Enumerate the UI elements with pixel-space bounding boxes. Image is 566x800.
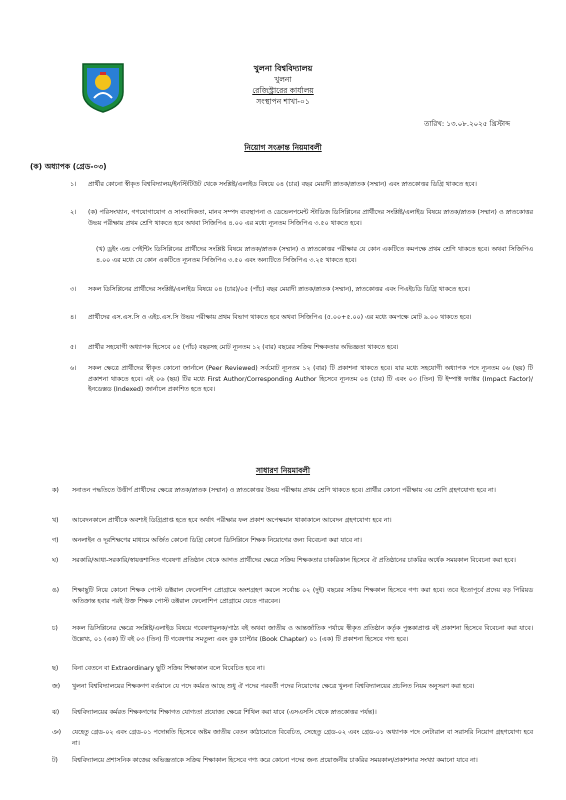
rule-number: ৫। — [70, 344, 77, 351]
rule-number: ৩। — [70, 286, 77, 293]
general-text: সনাতন পদ্ধতিতে উত্তীর্ণ প্রার্থীদের ক্ষেত্রে স্নাতক/স্নাতক (সম্মান) ও স্নাতকোত্তর উভয় পরীক্ষায় প্রথম শ্রেণি থাকতে হবে। প্রার্থীর কোনো পরীক্ষায় ৩য় শ্রেণি গ্রহণযোগ্য হবে না। — [72, 487, 496, 494]
rule-number: ৪। — [70, 314, 77, 321]
general-number: ছ) — [52, 665, 59, 672]
general-text: অনলাইন ও দূরশিক্ষণের মাধ্যমে অর্জিত কোনো ডিগ্রি কোনো ডিসিপ্লিনে শিক্ষক নিয়োগের জন্য বিবেচনা করা যাবে না। — [72, 537, 362, 544]
university-name: খুলনা বিশ্ববিদ্যালয় — [253, 64, 313, 73]
general-number: ঘ) — [52, 557, 59, 564]
general-number: ঞ) — [52, 729, 62, 736]
general-text: সরকারি/আধা-সরকারি/স্বায়ত্তশাসিত গবেষণা প্রতিষ্ঠান থেকে আগত প্রার্থীদের ক্ষেত্রে সক্রিয় শিক্ষকতার চাকরিকাল হিসেবে ঐ প্রতিষ্ঠানের চাকরির অর্ধেক সময়কাল বিবেচনা করা হবে। — [72, 557, 516, 564]
general-number: খ) — [52, 517, 59, 524]
general-text: যেহেতু গ্রেড-০২ এবং গ্রেড-০১ পদোন্নতি হিসেবে অষ্টম জাতীয় বেতন কাঠামোতে বিবেচিত, সেহেতু গ্রেড-০২ এবং গ্রেড-০১ অধ্যাপক পদে লেটারাল বা সরাসরি নিয়োগ গ্রহণযোগ্য হবে না। — [72, 729, 533, 747]
general-title-text: সাধারণ নিয়মাবলী — [255, 466, 311, 475]
general-text: বিনা বেতনে বা Extraordinary ছুটি সক্রিয় শিক্ষাকাল বলে বিবেচিত হবে না। — [72, 665, 265, 672]
general-number: জ) — [52, 683, 61, 690]
rule-text: প্রার্থীদের এস.এস.সি ও এইচ.এস.সি উভয় পরীক্ষায় প্রথম বিভাগ থাকতে হবে অথবা সিজিপিএ (৫.০০+৫.০০) এর মধ্যে কমপক্ষে মোট ৯.০০ থাকতে হবে। — [88, 314, 472, 321]
general-number: ঙ) — [52, 587, 60, 594]
rule-number: ২। — [70, 209, 77, 216]
general-text: আবেদনকালে প্রার্থীকে অবশ্যই ডিগ্রিপ্রাপ্ত হতে হবে অর্থাৎ পরীক্ষার ফল প্রকাশ অপেক্ষমান থাকাকালে আবেদন গ্রহণযোগ্য হবে না। — [72, 517, 392, 524]
rule-number: ১। — [70, 181, 77, 188]
rule-number: ৬। — [70, 365, 77, 372]
general-number: ঝ) — [52, 709, 60, 716]
rule-text: সকল ডিসিপ্লিনের প্রার্থীদের সংশ্লিষ্ট/এলাইড বিষয়ে ০৪ (চার)/০৫ (পাঁচ) বছর মেয়াদী স্নাতক/স্নাতক (সম্মান), স্নাতকোত্তর এবং পিএইচডি ডিগ্রি থাকতে হবে। — [88, 286, 470, 293]
document-title-text: নিয়োগ সংক্রান্ত নিয়মাবলী — [244, 143, 322, 152]
general-text: বিশ্ববিদ্যালয়ের কর্মরত শিক্ষকগণের শিক্ষাগত যোগ্যতা প্রযোজ্য ক্ষেত্রে শিথিল করা যাবে (এসএসসি থেকে স্নাতকোত্তর পর্যন্ত)। — [72, 709, 377, 716]
section-heading: (ক) অধ্যাপক (গ্রেড-০৩) — [30, 162, 107, 171]
general-text: সকল ডিসিপ্লিনের ক্ষেত্রে সংশ্লিষ্ট/এলাইড বিষয়ে গবেষণামূলক/পাঠ্য বই অথবা জাতীয় ও আন্তর্জাতিক পর্যায়ে স্বীকৃত প্রতিষ্ঠান কর্তৃক পুস্তকাপ্রাপ্ত বই প্রকাশনা হিসেবে বিবেচনা করা যাবে। উল্লেখ্য, ০১ (এক) টি বই ০৩ (তিন) টি গবেষণার সমতুল্য এবং বুক চ্যাপ্টার (Book Chapter) ০১ (এক) টি প্রকাশনা হিসেবে গণ্য হবে। — [72, 625, 533, 643]
general-text: খুলনা বিশ্ববিদ্যালয়ের শিক্ষকগণ বর্তমানে যে পদে কর্মরত আছে শুধু ঐ পদের পরবর্তী পদের নিয়োগের ক্ষেত্রে খুলনা বিশ্ববিদ্যালয়ের প্রচলিত নিয়ম অনুসরণ করা হবে। — [72, 683, 475, 690]
office-name: রেজিস্ট্রারের কার্যালয় — [252, 86, 314, 95]
city-name: খুলনা — [274, 75, 292, 84]
general-number: চ) — [52, 625, 58, 632]
document-title — [0, 143, 566, 155]
general-text: বিশ্ববিদ্যালয়ে প্রশাসনিক কাজের অভিজ্ঞতাকে সক্রিয় শিক্ষাকাল হিসেবে গণ্য করে কোনো পদের জন্য প্রয়োজনীয় চাকরির সময়কাল/প্রকাশনার সংখ্যা কমানো যাবে না। — [72, 757, 478, 764]
general-number: ট) — [52, 757, 58, 764]
general-number: গ) — [52, 537, 59, 544]
general-title — [0, 466, 566, 478]
document-date: তারিখ: ১৩.০৮.২০২৫ খ্রিস্টাব্দ — [424, 120, 510, 128]
rule-text: প্রার্থীর কোনো স্বীকৃত বিশ্ববিদ্যালয়/ইনস্টিটিউট থেকে সংশ্লিষ্ট/এলাইড বিষয়ে ০৪ (চার) বছর মেয়াদী স্নাতক/স্নাতক (সম্মান) এবং স্নাতকোত্তর ডিগ্রি থাকতে হবে। — [88, 181, 477, 188]
branch-name: সংস্থাপন শাখা-০১ — [256, 97, 310, 106]
rule-text: (ক) পরিসংখ্যান, গণযোগাযোগ ও সাংবাদিকতা, মানব সম্পদ ব্যবস্থাপনা ও ডেভেলপমেন্ট স্টাডিজ ডিসিপ্লিনের প্রার্থীদের সংশ্লিষ্ট/এলাইড বিষয়ে স্নাতক/স্নাতক (সম্মান) ও স্নাতকোত্তর উভয় পরীক্ষায় প্রথম শ্রেণি থাকতে হবে অথবা সিজিপিএ ৪.০০ এর মধ্যে ন্যূনতম সিজিপিএ ৩.৫০ থাকতে হবে। — [88, 209, 533, 227]
rule-text: সকল ক্ষেত্রে প্রার্থীদের স্বীকৃত কোনো জার্নালে (Peer Reviewed) সর্বমোট ন্যূনতম ১২ (বার) টি প্রকাশনা থাকতে হবে। যার মধ্যে সহযোগী অধ্যাপক পদে ন্যূনতম ০৬ (ছয়) টি প্রকাশনা থাকতে হবে। এই ০৬ (ছয়) টির মধ্যে First Author/Corresponding Author হিসেবে ন্যূনতম ০৪ (চার) টি এবং ০৩ (তিন) টি ইম্পাক্ট ফ্যাক্টর (Impact Factor)/ইনডেক্সড (Indexed) জার্নালে প্রকাশিত হতে হবে। — [88, 365, 533, 394]
rule-text: (খ) ড্রইং এন্ড পেইন্টিং ডিসিপ্লিনের প্রার্থীদের সংশ্লিষ্ট বিষয়ে স্নাতক/স্নাতক (সম্মান) ও স্নাতকোত্তর পরীক্ষার যে কোন একটিতে কমপক্ষে প্রথম শ্রেণি থাকতে হবে। অথবা সিজিপিএ ৪.০০ এর মধ্যে যে কোন একটিতে ন্যূনতম সিজিপিএ ৩.৫০ এবং অন্যটিতে সিজিপিএ ৩.২৫ থাকতে হবে। — [96, 246, 533, 264]
rule-text: প্রার্থীর সহযোগী অধ্যাপক হিসেবে ০৫ (পাঁচ) বছরসহ মোট ন্যূনতম ১২ (বার) বছরের সক্রিয় শিক্ষকতার অভিজ্ঞতা থাকতে হবে। — [88, 344, 399, 351]
general-number: ক) — [52, 487, 59, 494]
general-text: শিক্ষাছুটি নিয়ে কোনো শিক্ষক পোস্ট ডক্টরাল ফেলোশিপ প্রোগ্রামে অংশগ্রহণ করলে সর্বোচ্চ ০২ (দুই) বছরের সক্রিয় শিক্ষকাল হিসেবে গণ্য করা হবে। তবে ইতোপূর্বে প্রদেয় বড় পিরিয়ড অতিক্রান্ত হবার পরই উক্ত শিক্ষক পোস্ট ডক্টরাল ফেলোশিপ প্রোগ্রামে যেতে পারবেন। — [72, 587, 533, 605]
